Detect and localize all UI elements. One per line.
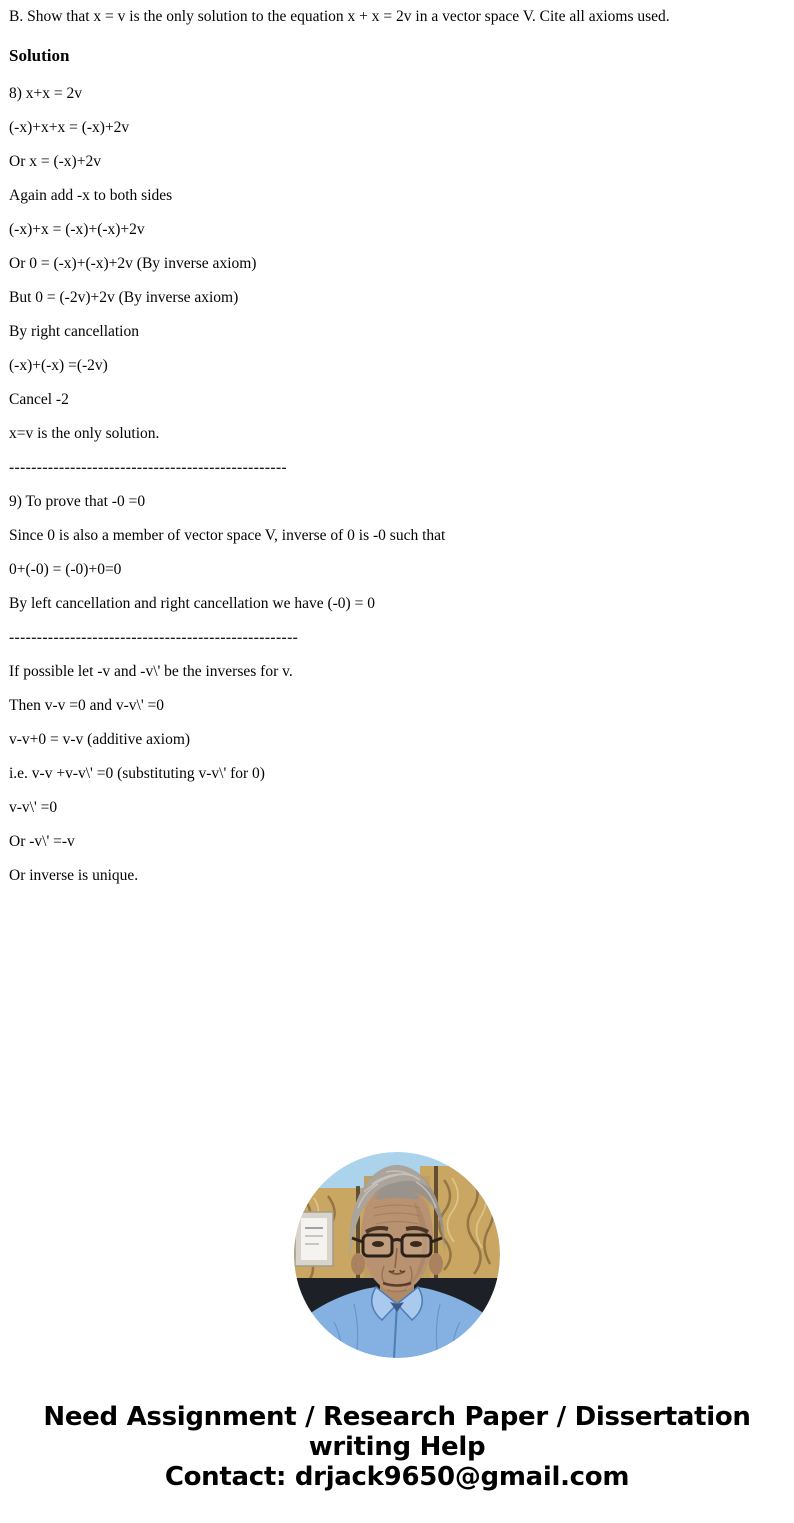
footer-contact-email: Contact: drjack9650@gmail.com: [164, 1462, 630, 1492]
doc-line: 9) To prove that -0 =0: [9, 493, 146, 510]
doc-line: i.e. v-v +v-v\' =0 (substituting v-v\' for 0): [9, 765, 265, 782]
doc-line: By right cancellation: [9, 323, 139, 340]
doc-line: (-x)+x+x = (-x)+2v: [9, 119, 130, 136]
footer-heading-line2: writing Help: [308, 1432, 486, 1462]
doc-line: 0+(-0) = (-0)+0=0: [9, 561, 122, 578]
doc-line: v-v+0 = v-v (additive axiom): [9, 731, 191, 748]
doc-line: v-v\' =0: [9, 799, 58, 816]
doc-line: Solution: [9, 46, 70, 65]
doc-line: x=v is the only solution.: [9, 425, 160, 442]
tutor-photo-illustration: [294, 1152, 500, 1358]
doc-line: 8) x+x = 2v: [9, 85, 83, 102]
doc-line: Or -v\' =-v: [9, 833, 75, 850]
footer-banner: [0, 1402, 794, 1492]
doc-line: Since 0 is also a member of vector space V, inverse of 0 is -0 such that: [9, 527, 446, 544]
doc-line: B. Show that x = v is the only solution to the equation x + x = 2v in a vector space V. Cite all axioms used.: [9, 8, 670, 25]
certificate-frame: [295, 1212, 333, 1266]
doc-line: (-x)+(-x) =(-2v): [9, 357, 108, 374]
doc-line: --------------------------------------------------: [9, 459, 288, 476]
tutor-avatar: [294, 1152, 500, 1358]
doc-line: But 0 = (-2v)+2v (By inverse axiom): [9, 289, 239, 306]
doc-line: Or inverse is unique.: [9, 867, 139, 884]
doc-line: ----------------------------------------------------: [9, 629, 299, 646]
solution-text-block: [9, 0, 789, 893]
doc-line: Or 0 = (-x)+(-x)+2v (By inverse axiom): [9, 255, 257, 272]
footer-heading-line1: Need Assignment / Research Paper / Dissertation: [43, 1402, 751, 1432]
doc-line: By left cancellation and right cancellation we have (-0) = 0: [9, 595, 375, 612]
doc-line: Or x = (-x)+2v: [9, 153, 101, 170]
doc-line: Then v-v =0 and v-v\' =0: [9, 697, 165, 714]
doc-line: If possible let -v and -v\' be the inverses for v.: [9, 663, 293, 680]
doc-line: (-x)+x = (-x)+(-x)+2v: [9, 221, 145, 238]
doc-line: Cancel -2: [9, 391, 69, 408]
doc-line: Again add -x to both sides: [9, 187, 173, 204]
